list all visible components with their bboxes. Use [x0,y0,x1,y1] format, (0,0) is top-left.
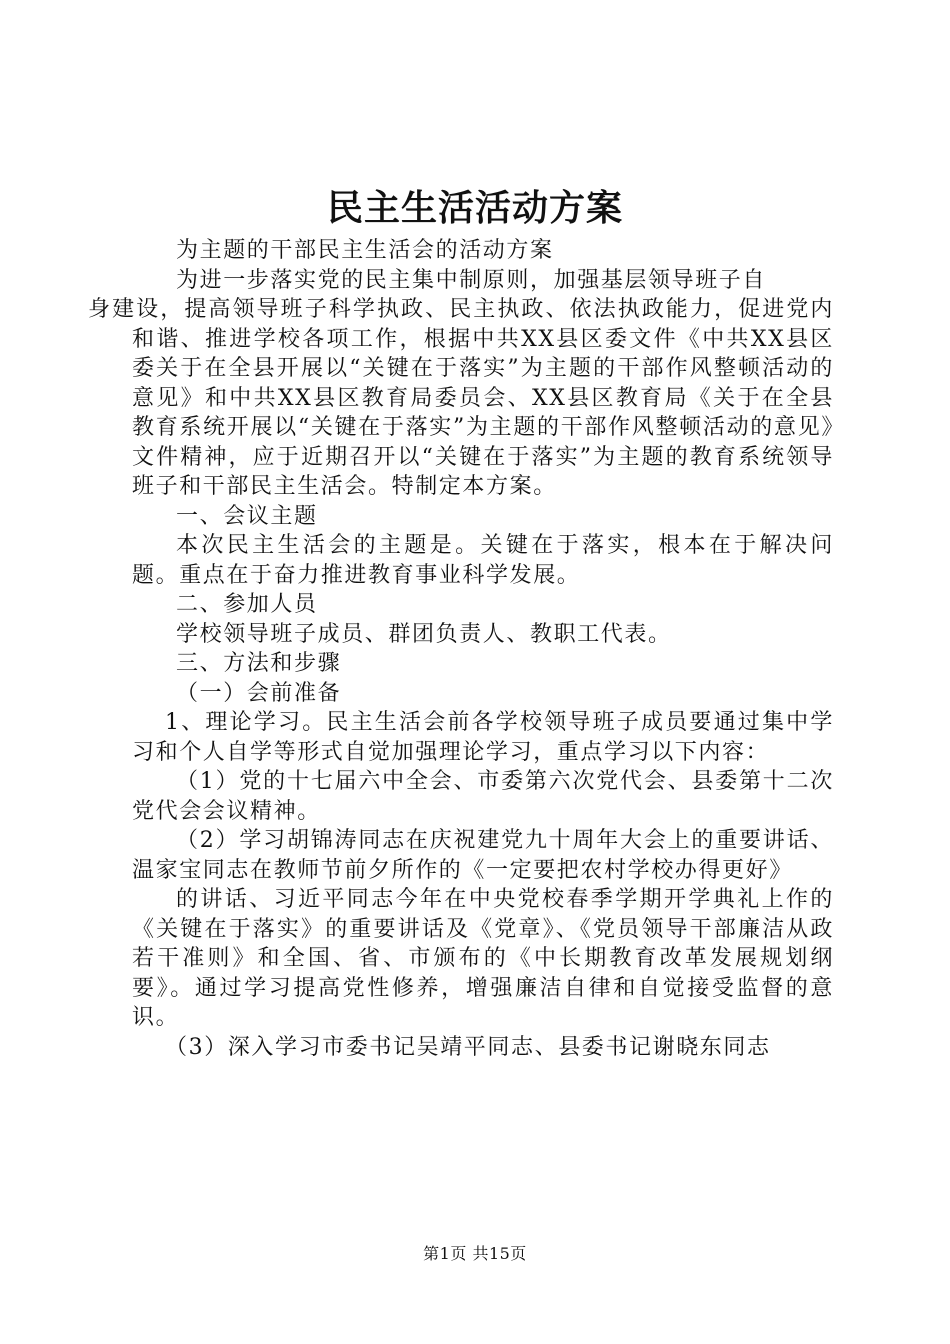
section-heading-participants: 二、参加人员 [176,592,318,617]
document-title: 民主生活活动方案 [326,187,623,229]
paragraph-intro-line: 为进一步落实党的民主集中制原则，加强基层领导班子自 [176,267,767,293]
section-heading-methods: 三、方法和步骤 [176,651,342,676]
list-item-1: （1）党的十七届六中全会、市委第六次党代会、县委第十二次党代会会议精神。 [132,769,834,824]
paragraph-participants: 学校领导班子成员、群团负责人、教职工代表。 [176,621,672,647]
document-body [88,236,834,1062]
paragraph-theme: 本次民主生活会的主题是。关键在于落实，根本在于解决问题。重点在于奋力推进教育事业科学发展。 [132,533,834,588]
list-item-3: （3）深入学习市委书记吴靖平同志、县委书记谢晓东同志 [165,1034,771,1060]
page-number-footer: 第1页 共15页 [423,1244,527,1263]
paragraph-theory-study: 1、理论学习。民主生活会前各学校领导班子成员要通过集中学习和个人自学等形式自觉加强理论学习，重点学习以下内容： [132,710,834,765]
paragraph-subtitle: 为主题的干部民主生活会的活动方案 [176,238,554,263]
list-item-2: （2）学习胡锦涛同志在庆祝建党九十周年大会上的重要讲话、温家宝同志在教师节前夕所作的《一定要把农村学校办得更好》 [132,828,834,883]
subsection-heading-preparation: （一）会前准备 [176,680,342,706]
paragraph-intro-body: 身建设，提高领导班子科学执政、民主执政、依法执政能力，促进党内和谐、推进学校各项工作，根据中共XX县区委文件《中共XX县区委关于在全县开展以“关键在于落实”为主题的干部作风整顿活动的意见》和中共XX县区教育局委员会、XX县区教育局《关于在全县教育系统开展以“关键在于落实”为主题的干部作风整顿活动的意见》文件精神，应于近期召开以“关键在于落实”为主题的教育系统领导班子和干部民主生活会。特制定本方案。 [88,297,834,499]
section-heading-theme: 一、会议主题 [176,503,318,529]
paragraph-study-content: 的讲话、习近平同志今年在中央党校春季学期开学典礼上作的《关键在于落实》的重要讲话及《党章》、《党员领导干部廉洁从政若干准则》和全国、省、市颁布的《中长期教育改革发展规划纲要》。通过学习提高党性修养，增强廉洁自律和自觉接受监督的意识。 [132,887,834,1030]
